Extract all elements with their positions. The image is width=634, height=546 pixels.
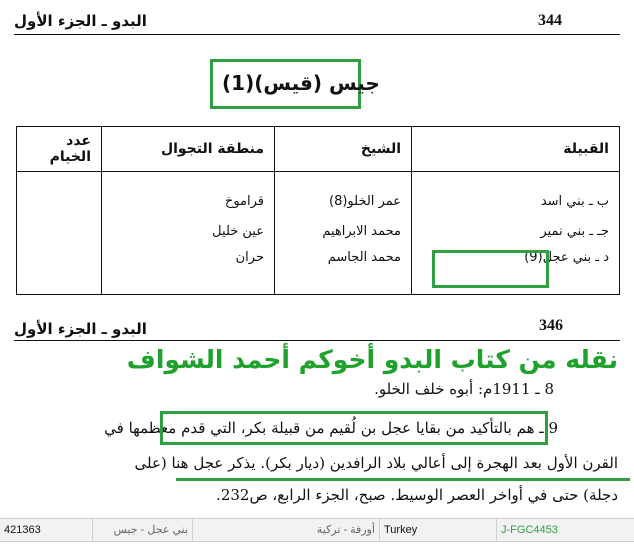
tents-cell [17,172,102,217]
column-header: الشيخ [275,127,412,172]
region-cell: عين خليل [102,216,275,246]
tribe-cell: جـ ـ بني نمير [412,216,620,246]
sheikh-cell: محمد الابراهيم [275,216,412,246]
table-header-row [17,127,620,172]
page-number: 346 [539,317,563,334]
running-header: البدو ـ الجزء الأول [14,12,147,30]
sheikh-cell: محمد الجاسم [275,246,412,295]
header-rule [14,34,620,35]
sheikh-cell: عمر الخلو(8) [275,172,412,217]
section-title: جيس (قيس)(1) [222,71,380,95]
tribe-highlight [432,250,549,288]
header-rule [14,340,620,341]
page-number: 344 [538,12,562,29]
footnote-9-boxed-text: 9 ـ هم بالتأكيد من بقايا عجل بن لُقيم من قبيلة بكر، [240,419,558,437]
footnote-9-line-2 [135,454,618,472]
column-header: منطقة التجوال [102,127,275,172]
footnote-underline [176,478,630,481]
running-header: البدو ـ الجزء الأول [14,320,147,338]
tribe-cell: ب ـ بني اسد [412,172,620,217]
table-row [17,172,620,217]
tents-cell [17,216,102,246]
record-footer-bar [0,518,634,542]
footer-country-cell: Turkey [380,519,497,541]
region-cell: حران [102,246,275,295]
footer-location-cell: أورفة - تركية [193,519,380,541]
column-header: عدد الخيام [17,127,102,172]
footnote-9-text: التي قدم معظمها في [104,419,236,437]
footnote-9-line-3: دجلة) حتى في أواخر العصر الوسيط. صبح، الجزء الرابع، ص232. [216,486,618,504]
region-cell: قراموخ [102,172,275,217]
footnote-9-underlined-text: القرن الأول بعد الهجرة إلى أعالي بلاد الرافدين (ديار بكر). [260,454,618,472]
footnote-8: 8 ـ 1911م: أبوه خلف الخلو. [374,380,554,398]
footer-haplogroup-cell: J-FGC4453 [501,524,558,536]
column-header: القبيلة [412,127,620,172]
footnote-9-text: يذكر عجل هنا (على [134,454,256,472]
footer-tribe-cell: بني عجل - جيس [93,519,193,541]
tents-cell [17,246,102,295]
tribe-cell: د ـ بني عجل(9) [412,246,620,295]
footnote-highlight [160,411,548,445]
attribution-quote: نقله من كتاب البدو أخوكم أحمد الشواف [126,345,618,374]
table-row [17,216,620,246]
footer-id-cell: 421363 [0,519,93,541]
